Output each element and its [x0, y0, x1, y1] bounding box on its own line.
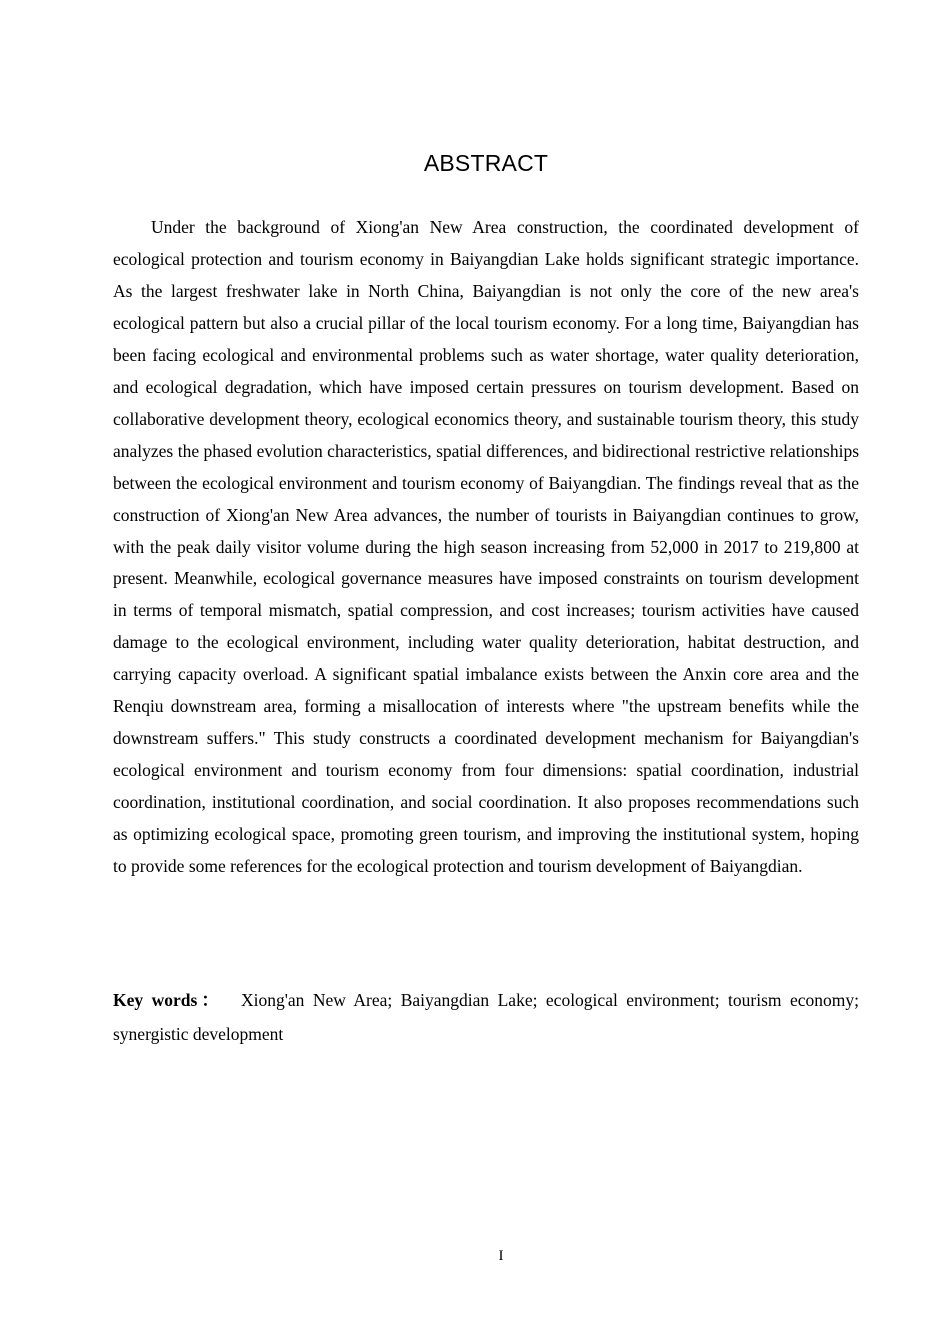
keywords-label: Key words： — [113, 990, 223, 1010]
abstract-body-paragraph: Under the background of Xiong'an New Area construction, the coordinated development of ecological protection and tourism economy in Baiyangdian Lake holds significant strategic importance. As the largest freshwater lake in North China, Baiyangdian is not only the core of the new area's ecological pattern but also a crucial pillar of the local tourism economy. For a long time, Baiyangdian has been facing ecological and environmental problems such as water shortage, water quality deterioration, and ecological degradation, which have imposed certain pressures on tourism development. Based on collaborative development theory, ecological economics theory, and sustainable tourism theory, this study analyzes the phased evolution characteristics, spatial differences, and bidirectional restrictive relationships between the ecological environment and tourism economy of Baiyangdian. The findings reveal that as the construction of Xiong'an New Area advances, the number of tourists in Baiyangdian continues to grow, with the peak daily visitor volume during the high season increasing from 52,000 in 2017 to 219,800 at present. Meanwhile, ecological governance measures have imposed constraints on tourism development in terms of temporal mismatch, spatial compression, and cost increases; tourism activities have caused damage to the ecological environment, including water quality deterioration, habitat destruction, and carrying capacity overload. A significant spatial imbalance exists between the Anxin core area and the Renqiu downstream area, forming a misallocation of interests where "the upstream benefits while the downstream suffers." This study constructs a coordinated development mechanism for Baiyangdian's ecological environment and tourism economy from four dimensions: spatial coordination, industrial coordination, institutional coordination, and social coordination. It also proposes recommendations such as optimizing ecological space, promoting green tourism, and improving the institutional system, hoping to provide some references for the ecological protection and tourism development of Baiyangdian. — [113, 217, 859, 877]
page-number: I — [498, 1248, 504, 1264]
keywords-paragraph — [113, 983, 859, 1051]
keywords-list: Xiong'an New Area; Baiyangdian Lake; ecological environment; tourism economy; synergistic development — [113, 990, 859, 1044]
abstract-title: ABSTRACT — [423, 150, 549, 176]
